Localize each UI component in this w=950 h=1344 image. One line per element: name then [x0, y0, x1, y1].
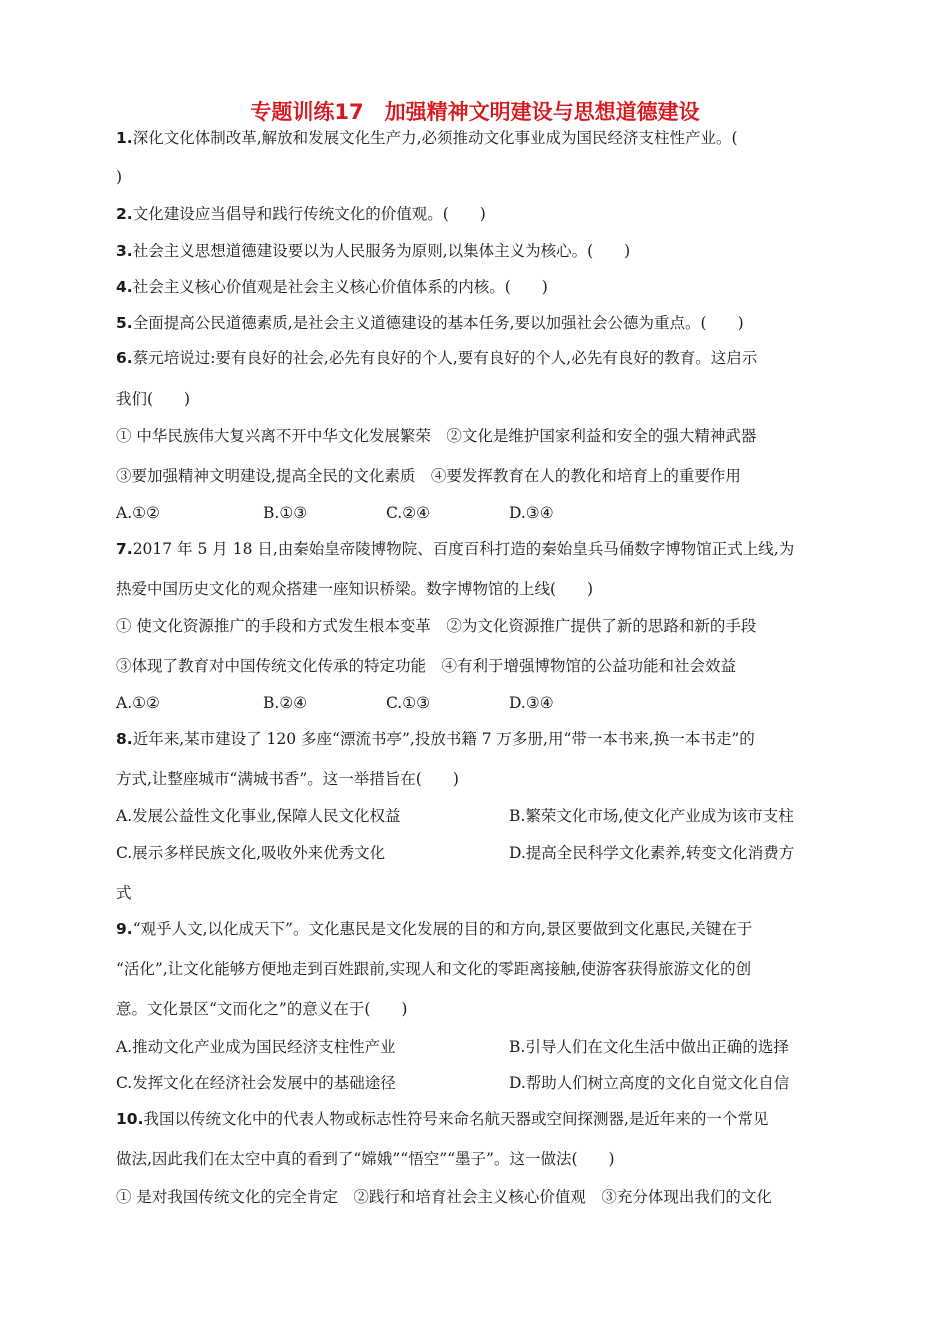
choice-c: C.发挥文化在经济社会发展中的基础途径	[116, 1074, 396, 1092]
question-number: 10.	[116, 1110, 144, 1128]
choice-b: B.①③	[263, 504, 308, 522]
choice-b: B.引导人们在文化生活中做出正确的选择	[509, 1038, 789, 1056]
question-9-line-2: “活化”,让文化能够方便地走到百姓跟前,实现人和文化的零距离接触,使游客获得旅游文化的创	[116, 960, 752, 978]
choice-d: D.③④	[509, 504, 554, 522]
question-7-items-1: ① 使文化资源推广的手段和方式发生根本变革 ②为文化资源推广提供了新的思路和新的手段	[116, 617, 757, 635]
question-1	[116, 127, 846, 149]
question-text: 蔡元培说过:要有良好的社会,必先有良好的个人,要有良好的个人,必先有良好的教育。这启示	[132, 349, 758, 367]
choice-a: A.推动文化产业成为国民经济支柱性产业	[116, 1038, 396, 1056]
page-title: 专题训练17 加强精神文明建设与思想道德建设	[250, 100, 700, 124]
question-text: 社会主义思想道德建设要以为人民服务为原则,以集体主义为核心。( )	[132, 242, 631, 260]
question-7	[116, 538, 846, 560]
question-4	[116, 276, 846, 298]
question-1-line-2: )	[116, 168, 123, 186]
question-text: 社会主义核心价值观是社会主义核心价值体系的内核。( )	[132, 278, 548, 296]
choice-b: B.繁荣文化市场,使文化产业成为该市支柱	[509, 807, 794, 825]
question-text: 我国以传统文化中的代表人物或标志性符号来命名航天器或空间探测器,是近年来的一个常见	[143, 1110, 769, 1128]
choice-c: C.②④	[386, 504, 431, 522]
question-number: 1.	[116, 129, 133, 147]
question-number: 7.	[116, 540, 133, 558]
question-text: 深化文化体制改革,解放和发展文化生产力,必须推动文化事业成为国民经济支柱性产业。(	[132, 129, 738, 147]
question-number: 2.	[116, 205, 133, 223]
question-8	[116, 728, 846, 750]
question-text: 全面提高公民道德素质,是社会主义道德建设的基本任务,要以加强社会公德为重点。( )	[132, 314, 744, 332]
question-5	[116, 312, 846, 334]
choice-c: C.①③	[386, 694, 431, 712]
question-2	[116, 203, 846, 225]
choice-b: B.②④	[263, 694, 308, 712]
question-7-line-2: 热爱中国历史文化的观众搭建一座知识桥梁。数字博物馆的上线( )	[116, 580, 594, 598]
question-10-line-2: 做法,因此我们在太空中真的看到了“嫦娥”“悟空”“墨子”。这一做法( )	[116, 1150, 615, 1168]
question-number: 5.	[116, 314, 133, 332]
question-number: 9.	[116, 920, 133, 938]
question-10	[116, 1108, 846, 1130]
question-8-line-2: 方式,让整座城市“满城书香”。这一举措旨在( )	[116, 770, 459, 788]
question-6-items-2: ③要加强精神文明建设,提高全民的文化素质 ④要发挥教育在人的教化和培育上的重要作用	[116, 467, 741, 485]
question-9	[116, 918, 846, 940]
choice-a: A.①②	[116, 504, 160, 522]
choice-c: C.展示多样民族文化,吸收外来优秀文化	[116, 844, 386, 862]
question-number: 4.	[116, 278, 133, 296]
question-text: 文化建设应当倡导和践行传统文化的价值观。( )	[132, 205, 486, 223]
question-number: 8.	[116, 730, 133, 748]
question-6-line-2: 我们( )	[116, 390, 191, 408]
choice-d: D.③④	[509, 694, 554, 712]
question-text: 近年来,某市建设了 120 多座“漂流书亭”,投放书籍 7 万多册,用“带一本书来,换一本书走”的	[132, 730, 755, 748]
question-text: “观乎人文,以化成天下”。文化惠民是文化发展的目的和方向,景区要做到文化惠民,关键在于	[132, 920, 753, 938]
question-text: 2017 年 5 月 18 日,由秦始皇帝陵博物院、百度百科打造的秦始皇兵马俑数字博物馆正式上线,为	[132, 540, 795, 558]
question-10-items-1: ① 是对我国传统文化的完全肯定 ②践行和培育社会主义核心价值观 ③充分体现出我们的文化	[116, 1188, 772, 1206]
choice-a: A.①②	[116, 694, 160, 712]
question-number: 6.	[116, 349, 133, 367]
choice-d: D.提高全民科学文化素养,转变文化消费方	[509, 844, 795, 862]
question-3	[116, 240, 846, 262]
question-7-items-2: ③体现了教育对中国传统文化传承的特定功能 ④有利于增强博物馆的公益功能和社会效益	[116, 657, 737, 675]
question-number: 3.	[116, 242, 133, 260]
question-9-line-3: 意。文化景区“文而化之”的意义在于( )	[116, 1000, 408, 1018]
choice-d-wrap: 式	[116, 884, 132, 902]
choice-a: A.发展公益性文化事业,保障人民文化权益	[116, 807, 401, 825]
question-6	[116, 347, 846, 369]
choice-d: D.帮助人们树立高度的文化自觉文化自信	[509, 1074, 790, 1092]
question-6-items-1: ① 中华民族伟大复兴离不开中华文化发展繁荣 ②文化是维护国家利益和安全的强大精神武器	[116, 427, 757, 445]
